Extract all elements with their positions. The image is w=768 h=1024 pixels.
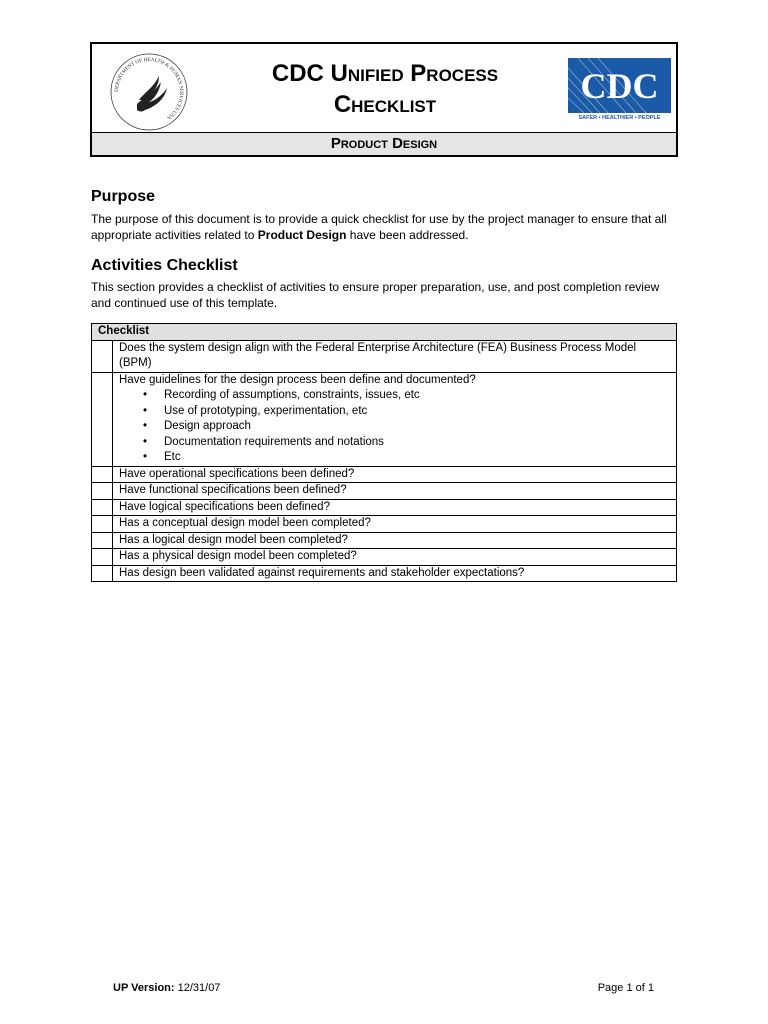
guideline-bullet-list [119,388,670,466]
checklist-item: Have logical specifications been defined? [113,499,677,516]
checklist-row [92,483,677,500]
checkbox-cell[interactable] [92,372,113,466]
checkbox-cell[interactable] [92,565,113,582]
checklist-header-row [92,324,677,341]
document-subtitle: Product Design [92,132,676,155]
cdc-logo [568,58,671,120]
purpose-text-end: have been addressed. [346,228,469,242]
checklist-table [91,323,677,582]
version-value: 12/31/07 [177,982,221,994]
activities-heading: Activities Checklist [91,257,238,274]
purpose-bold-text: Product Design [257,228,347,242]
checklist-row [92,549,677,566]
checklist-row [92,516,677,533]
activities-paragraph: This section provides a checklist of activities to ensure proper preparation, use, and post completion review and continued use of this template. [91,280,660,310]
bullet-item: • Use of prototyping, experimentation, etc [119,404,670,420]
footer-version [113,982,220,994]
svg-text:DEPARTMENT OF HEALTH & HUMAN S: DEPARTMENT OF HEALTH & HUMAN SERVICES USA [113,56,185,121]
checklist-row [92,340,677,372]
checkbox-cell[interactable] [92,532,113,549]
title-line-1: CDC Unified Process [271,60,499,87]
checklist-header: Checklist [92,324,677,341]
bullet-item: • Recording of assumptions, constraints, issues, etc [119,388,670,404]
checklist-row [92,372,677,466]
checklist-row [92,466,677,483]
checklist-item [113,372,677,466]
checklist-row [92,532,677,549]
checkbox-cell[interactable] [92,549,113,566]
purpose-text: The purpose of this document is to provide a quick checklist for use by the project manager to ensure that all appropriate activities related to [91,212,667,242]
checklist-item: Have operational specifications been defined? [113,466,677,483]
bullet-item: • Documentation requirements and notations [119,435,670,451]
checklist-item: Has design been validated against requirements and stakeholder expectations? [113,565,677,582]
checklist-item: Has a conceptual design model been completed? [113,516,677,533]
footer-page-number: Page 1 of 1 [597,982,654,994]
svg-text:SAFER • HEALTHIER • PEOPLE: SAFER • HEALTHIER • PEOPLE [578,115,661,120]
bullet-item: • Etc [119,450,670,466]
hhs-seal-logo [109,52,189,132]
purpose-heading: Purpose [91,188,156,205]
checkbox-cell[interactable] [92,483,113,500]
checklist-item: Has a logical design model been completed? [113,532,677,549]
checkbox-cell[interactable] [92,340,113,372]
document-title [212,58,558,120]
checkbox-cell[interactable] [92,466,113,483]
checklist-item: Does the system design align with the Federal Enterprise Architecture (FEA) Business Process Model (BPM) [113,340,677,372]
checkbox-cell[interactable] [92,499,113,516]
version-label: UP Version: [113,982,175,994]
document-header [90,42,678,157]
checklist-row [92,565,677,582]
checklist-row [92,499,677,516]
title-line-2: Checklist [333,91,437,118]
checklist-item: Have functional specifications been defined? [113,483,677,500]
svg-text:CDC: CDC [580,66,659,106]
purpose-paragraph [91,211,681,243]
checklist-item-text: Have guidelines for the design process been define and documented? [119,373,476,386]
checkbox-cell[interactable] [92,516,113,533]
bullet-item: • Design approach [119,419,670,435]
checklist-item: Has a physical design model been completed? [113,549,677,566]
